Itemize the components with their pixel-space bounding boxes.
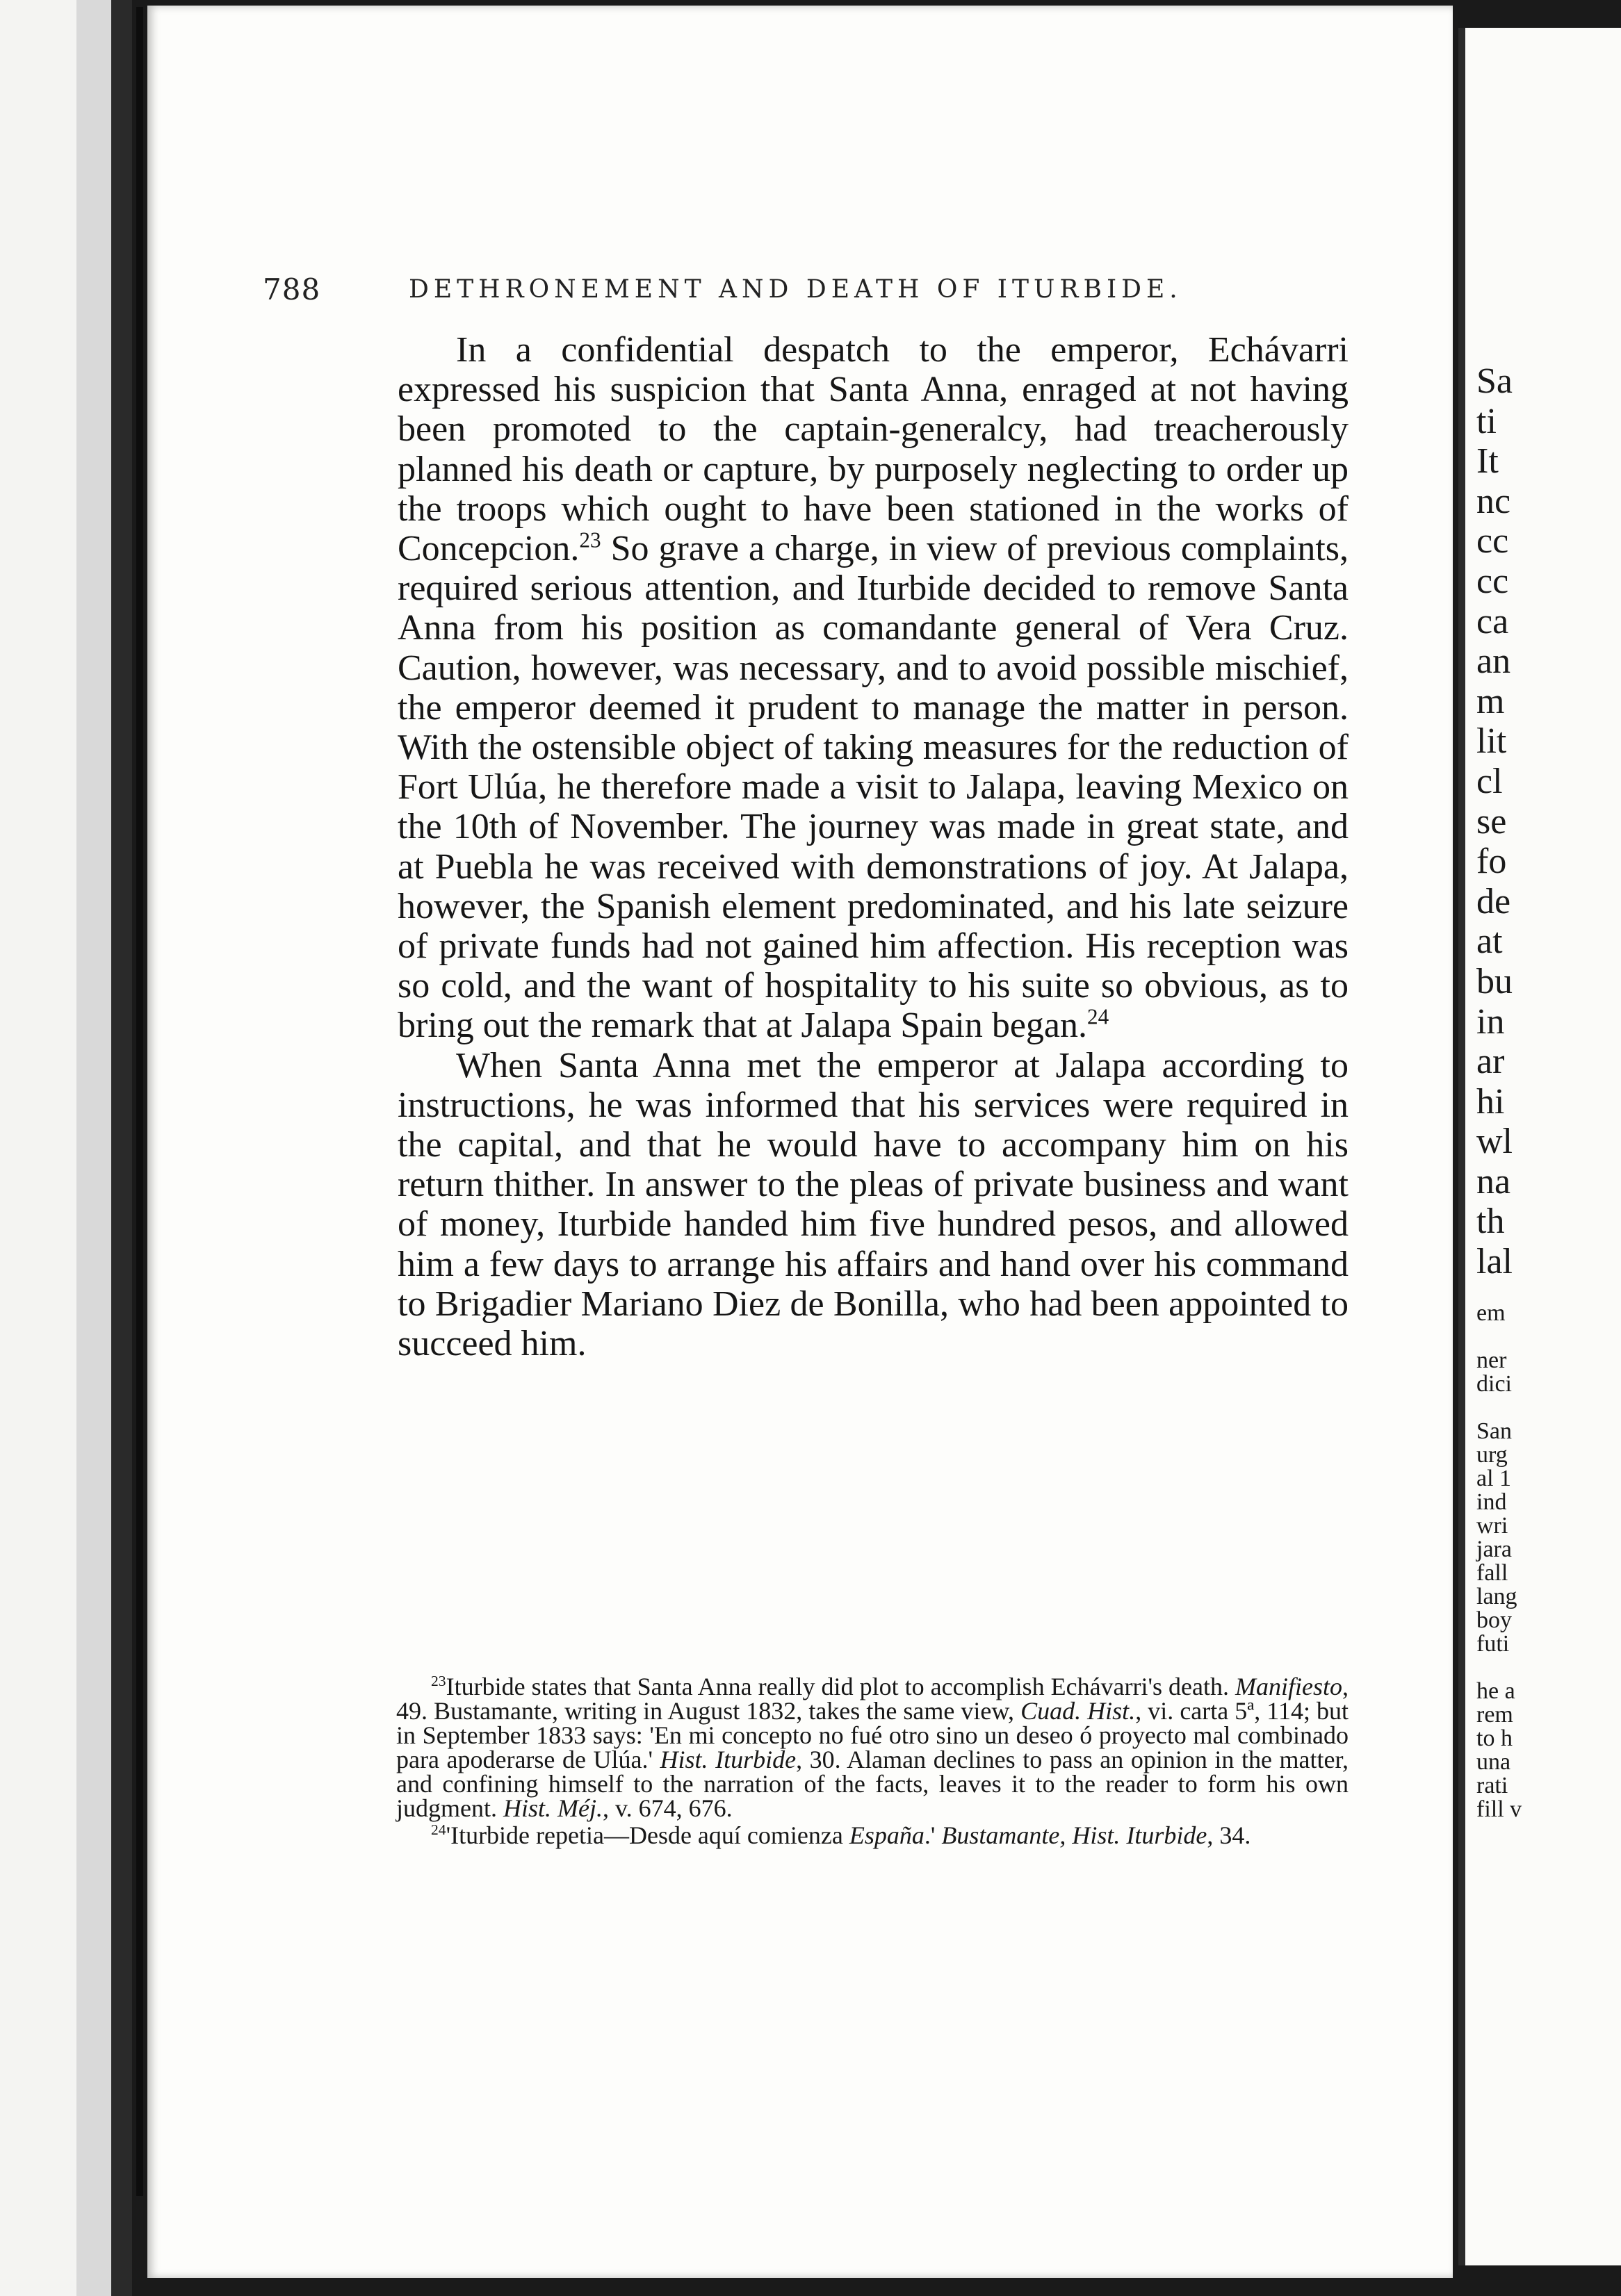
adjacent-line: fo: [1476, 842, 1507, 882]
adjacent-line: wl: [1476, 1122, 1513, 1162]
adjacent-footnote-line: [1476, 1656, 1621, 1680]
footnote-ref-23: 23: [579, 527, 601, 552]
adjacent-footnote-line: rem: [1476, 1701, 1513, 1728]
adjacent-footnote-line: dici: [1476, 1370, 1512, 1397]
page-gutter-edge: [136, 7, 143, 2196]
adjacent-footnote-line: una: [1476, 1748, 1511, 1775]
footnote-23: $^{23}$Iturbide states that Santa Anna really did plot to accomplish Echávarri's death. Manifiesto, 49. Bustamante, writing in August 1832, takes the same view, Cuad. Hist., vi. carta 5ª, 114; but in September 1833 says: 'En mi concepto no fué otro sino un deseo ó proyecto mal combinado para apoderarse de Ulúa.' Hist. Iturbide, 30. Alaman declines to pass an opinion in the matter, and confining himself to the narration of the facts, leaves it to the reader to form his own judgment. Hist. Méj., v. 674, 676.: [396, 1673, 1349, 1822]
adjacent-line: lit: [1476, 721, 1507, 762]
adjacent-page-edge: [1458, 28, 1621, 2265]
adjacent-page-text: [1476, 361, 1621, 1821]
footnote-24: $^{24}$'Iturbide repetia—Desde aquí comienza España.' Bustamante, Hist. Iturbide, 34.: [431, 1821, 1251, 1849]
adjacent-footnote-line: San: [1476, 1418, 1512, 1444]
adjacent-footnote-line: ner: [1476, 1347, 1507, 1373]
adjacent-page-footnote-lines: [1476, 1299, 1621, 1822]
adjacent-footnote-line: to h: [1476, 1725, 1513, 1751]
adjacent-footnote-line: wri: [1476, 1512, 1508, 1539]
adjacent-line: lal: [1476, 1242, 1513, 1282]
adjacent-line: ca: [1476, 601, 1509, 641]
footnote-ref-24: 24: [1087, 1005, 1109, 1030]
adjacent-line: an: [1476, 641, 1511, 682]
chapter-running-title: DETHRONEMENT AND DEATH OF ITURBIDE.: [409, 275, 1182, 304]
adjacent-line: It: [1476, 441, 1499, 482]
book-binding-shadow: [0, 0, 132, 2296]
adjacent-line: ar: [1476, 1042, 1505, 1082]
page-number: 788: [263, 272, 321, 306]
adjacent-line: cc: [1476, 561, 1509, 601]
adjacent-line: at: [1476, 921, 1503, 962]
running-head: [263, 272, 1285, 306]
adjacent-line: bu: [1476, 961, 1513, 1001]
paragraph-2: When Santa Anna met the emperor at Jalapa according to instructions, he was informed that his services were required in the capital, and that he would have to accompany him on his return thither. In answer to the pleas of private business and want of money, Iturbide handed him five hundred pesos, and allowed him a few days to arrange his affairs and hand over his command to Brigadier Mariano Diez de Bonilla, who had been appointed to succeed him.: [398, 1045, 1349, 1364]
adjacent-footnote-line: rati: [1476, 1772, 1508, 1798]
adjacent-line: in: [1476, 1001, 1505, 1042]
paragraph-1: In a confidential despatch to the emperor, Echávarri expressed his suspicion that Santa Anna, enraged at not having been promoted to the captain-generalcy, had treacherously planned his death or capture, by purposely neglecting to order up the troops which ought to have been stationed in the works of Concepcion.$^{23}$ So grave a charge, in view of previous complaints, required serious attention, and Iturbide decided to remove Santa Anna from his position as comandante general of Vera Cruz. Caution, however, was necessary, and to avoid possible mischief, the emperor deemed it prudent to manage the matter in person. With the ostensible object of taking measures for the reduction of Fort Ulúa, he therefore made a visit to Jalapa, leaving Mexico on the 10th of November. The journey was made in great state, and at Puebla he was received with demonstrations of joy. At Jalapa, however, the Spanish element predominated, and his late seizure of private funds had not gained him affection. His reception was so cold, and the want of hospitality to his suite so obvious, as to bring out the remark that at Jalapa Spain began.$^{24}$: [398, 330, 1349, 1046]
adjacent-footnote-line: futi: [1476, 1630, 1510, 1657]
adjacent-line: th: [1476, 1202, 1505, 1242]
adjacent-footnote-line: [1476, 1325, 1621, 1349]
adjacent-footnote-line: [1476, 1396, 1621, 1420]
adjacent-footnote-line: fall: [1476, 1559, 1508, 1586]
adjacent-line: ti: [1476, 401, 1497, 441]
adjacent-line: de: [1476, 881, 1511, 921]
adjacent-footnote-line: jara: [1476, 1536, 1512, 1562]
adjacent-line: cl: [1476, 761, 1503, 801]
adjacent-footnote-line: lang: [1476, 1583, 1517, 1609]
adjacent-footnote-line: he a: [1476, 1678, 1515, 1704]
adjacent-footnote-line: fill v: [1476, 1796, 1522, 1822]
adjacent-footnote-line: ind: [1476, 1489, 1507, 1515]
adjacent-footnote-line: urg: [1476, 1441, 1508, 1468]
adjacent-line: nc: [1476, 481, 1511, 521]
adjacent-footnote-line: boy: [1476, 1607, 1512, 1633]
adjacent-line: na: [1476, 1161, 1511, 1202]
footnotes: [396, 1675, 1349, 1851]
adjacent-line: se: [1476, 801, 1507, 842]
adjacent-footnote-line: em: [1476, 1299, 1506, 1326]
adjacent-page-gutter: [1458, 28, 1465, 2265]
adjacent-footnote-line: al 1: [1476, 1465, 1512, 1491]
adjacent-line: m: [1476, 681, 1505, 721]
adjacent-line: cc: [1476, 521, 1509, 561]
main-text-block: [398, 330, 1349, 1363]
adjacent-line: hi: [1476, 1081, 1505, 1122]
adjacent-page-main-lines: [1476, 361, 1621, 1282]
adjacent-line: Sa: [1476, 361, 1513, 401]
